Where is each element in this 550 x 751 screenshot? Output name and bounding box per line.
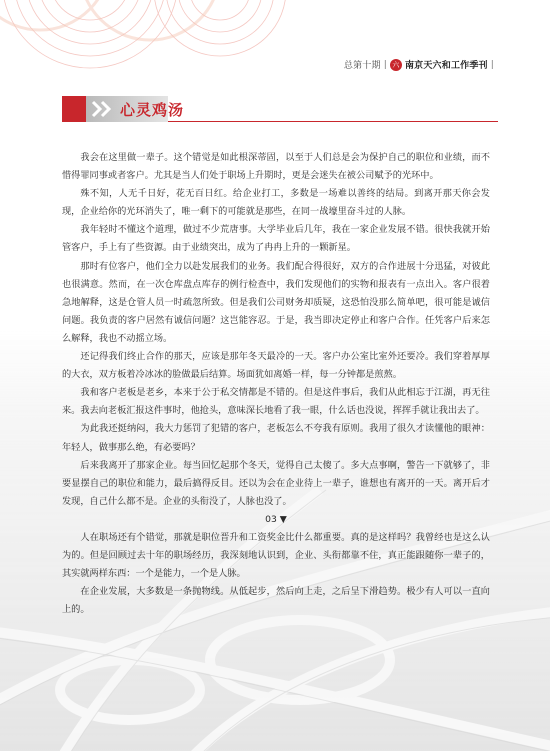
double-chevron-icon <box>90 99 116 119</box>
paragraph: 殊不知，人无千日好，花无百日红。给企业打工，多数是一场难以善终的结局。到离开那天你会发现，企业给你的光环消失了，唯一剩下的可能就是那些，在同一战壕里奋斗过的人脉。 <box>62 188 490 218</box>
header-divider-end: | <box>490 59 494 70</box>
paragraph: 还记得我们终止合作的那天，应该是那年冬天最冷的一天。客户办公室比室外还要冷。我们穿着厚厚的大衣，双方板着冷冰冰的脸做最后结算。场面犹如离婚一样，每一分钟都是煎熬。 <box>62 351 490 381</box>
section-underline <box>168 121 498 122</box>
paragraph: 人在职场还有个错觉，那就是职位晋升和工资奖金比什么都重要。真的是这样吗？我曾经也是这么认为的。但是回顾过去十年的职场经历，我深刻地认识到，企业、头衔都靠不住，真正能跟随你一辈子的，其实就两样东西：一个是能力，一个是人脉。 <box>62 531 490 580</box>
paragraph: 我会在这里做一辈子。这个错觉是如此根深蒂固，以至于人们总是会为保护自己的职位和业绩，而不惜得罪同事或者客户。尤其是当人们处于职场上升期时，更是会迷失在被公司赋予的光环中。 <box>62 152 490 182</box>
section-title: 心灵鸡汤 <box>120 101 185 119</box>
paragraph: 我年轻时不懂这个道理，做过不少荒唐事。大学毕业后几年，我在一家企业发展不错。很快我就开始管客户，手上有了些资源。由于业绩突出，成为了冉冉上升的一颗新星。 <box>62 224 490 254</box>
paragraph: 后来我离开了那家企业。每当回忆起那个冬天，觉得自己太傻了。多大点事啊，警告一下就够了，非要显摆自己的职位和能力，最后搞得反目。还以为会在企业待上一辈子，谁想也有离开的一天。离开后才发现，自己什么都不是。企业的头衔没了，人脉也没了。 <box>62 459 490 507</box>
journal-title: 南京天六和工作季刊 <box>404 61 488 71</box>
journal-logo-icon: 六 <box>390 59 402 71</box>
paragraph: 那时有位客户，他们全力以赴发展我们的业务。我们配合得很好，双方的合作进展十分迅猛，对彼此也很满意。然而，在一次仓库盘点库存的例行检查中，我们发现他们的实物和报表有一点出入。客户很着急地解释，这是仓管人员一时疏忽所致。但是我们公司财务却质疑，这恐怕没那么简单吧，很可能是诚信问题。我负责的客户居然有诚信问题？这岂能容忍。于是，我当即决定停止和客户合作。任凭客户后来怎么解释，我也不动摇立场。 <box>62 260 490 344</box>
paragraph: 为此我还挺纳闷，我大力惩罚了犯错的客户，老板怎么不夸我有原则。我用了很久才读懂他的眼神：年轻人，做事那么绝，有必要吗？ <box>62 423 490 453</box>
decorative-rings <box>0 0 300 80</box>
paragraph: 我和客户老板是老乡，本来于公于私交情都是不错的。但是这件事后，我们从此相忘于江湖，再无往来。我去向老板汇报这件事时，他抢头，意味深长地看了我一眼，什么话也没说，挥挥手就让我出去了。 <box>62 387 490 417</box>
red-accent-block <box>62 96 86 122</box>
header-divider: | <box>383 59 387 70</box>
article-body <box>62 149 490 619</box>
paragraph: 在企业发展，大多数是一条抛物线。从低起步，然后向上走，之后呈下滑趋势。极少有人可以一直向上的。 <box>62 586 490 616</box>
section-heading-band <box>62 96 498 122</box>
issue-number: 总第十期 <box>343 61 381 71</box>
section-divider-marker: 03 ▼ <box>265 513 287 525</box>
page-header <box>344 58 494 71</box>
